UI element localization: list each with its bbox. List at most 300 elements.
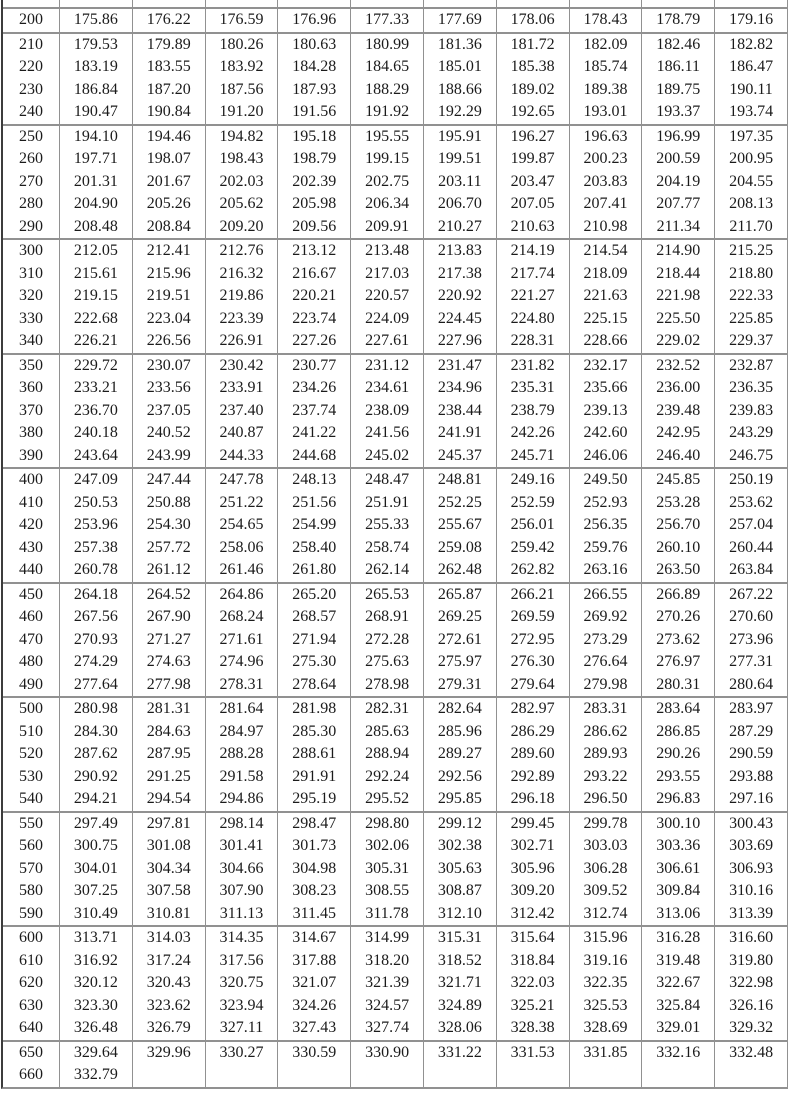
value-cell: 296.50 (570, 788, 643, 811)
row-label: 530 (3, 766, 60, 789)
value-cell: 325.84 (642, 995, 715, 1018)
row-label: 420 (3, 514, 60, 537)
value-cell: 279.31 (424, 674, 497, 697)
value-cell: 190.47 (60, 101, 133, 124)
value-cell: 332.48 (715, 1042, 788, 1065)
value-cell: 223.74 (278, 308, 351, 331)
value-cell: 247.09 (60, 469, 133, 492)
table-group (3, 925, 788, 1040)
row-label: 370 (3, 400, 60, 423)
value-cell: 240.52 (133, 422, 206, 445)
value-cell: 232.17 (570, 355, 643, 378)
value-cell: 179.53 (60, 34, 133, 57)
value-cell: 208.13 (715, 193, 788, 216)
value-cell: 251.56 (278, 492, 351, 515)
value-cell: 212.05 (60, 240, 133, 263)
value-cell: 200.59 (642, 148, 715, 171)
value-cell: 196.27 (497, 126, 570, 149)
value-cell: 185.74 (570, 56, 643, 79)
value-cell: 282.64 (424, 698, 497, 721)
table-row (3, 606, 788, 629)
value-cell: 267.90 (133, 606, 206, 629)
table-row (3, 445, 788, 468)
row-label: 360 (3, 377, 60, 400)
table-row (3, 422, 788, 445)
value-cell: 218.80 (715, 263, 788, 286)
value-cell: 238.09 (351, 400, 424, 423)
value-cell: 182.46 (642, 34, 715, 57)
value-cell: 285.63 (351, 721, 424, 744)
row-label: 550 (3, 813, 60, 836)
value-cell: 308.23 (278, 880, 351, 903)
value-cell: 281.31 (133, 698, 206, 721)
value-cell: 321.39 (351, 972, 424, 995)
value-cell: 264.52 (133, 584, 206, 607)
value-cell: 286.62 (570, 721, 643, 744)
value-cell: 251.22 (206, 492, 279, 515)
value-cell: 234.96 (424, 377, 497, 400)
value-cell: 227.96 (424, 330, 497, 353)
value-cell: 299.12 (424, 813, 497, 836)
value-cell: 207.77 (642, 193, 715, 216)
value-cell: 180.99 (351, 34, 424, 57)
value-cell: 288.28 (206, 743, 279, 766)
value-cell: 319.80 (715, 950, 788, 973)
value-cell: 224.80 (497, 308, 570, 331)
cropped-cell (133, 0, 206, 7)
value-cell: 318.52 (424, 950, 497, 973)
value-cell: 302.71 (497, 835, 570, 858)
value-cell: 305.31 (351, 858, 424, 881)
value-cell: 180.26 (206, 34, 279, 57)
value-cell: 215.96 (133, 263, 206, 286)
value-cell: 278.98 (351, 674, 424, 697)
row-label: 410 (3, 492, 60, 515)
value-cell: 206.34 (351, 193, 424, 216)
value-cell: 299.78 (570, 813, 643, 836)
table-row (3, 835, 788, 858)
value-cell: 268.91 (351, 606, 424, 629)
value-cell: 221.63 (570, 285, 643, 308)
value-cell: 221.27 (497, 285, 570, 308)
value-cell: 182.82 (715, 34, 788, 57)
value-cell: 266.21 (497, 584, 570, 607)
cropped-cell (642, 0, 715, 7)
value-cell: 316.92 (60, 950, 133, 973)
value-cell: 203.83 (570, 171, 643, 194)
value-cell: 207.05 (497, 193, 570, 216)
value-cell: 214.19 (497, 240, 570, 263)
table-group (3, 811, 788, 926)
value-cell: 289.60 (497, 743, 570, 766)
value-cell: 186.84 (60, 79, 133, 102)
value-cell: 235.66 (570, 377, 643, 400)
value-cell: 301.08 (133, 835, 206, 858)
row-label: 450 (3, 584, 60, 607)
value-cell: 313.71 (60, 927, 133, 950)
row-label: 390 (3, 445, 60, 468)
value-cell: 283.31 (570, 698, 643, 721)
value-cell: 244.68 (278, 445, 351, 468)
value-cell: 240.87 (206, 422, 279, 445)
value-cell (642, 1064, 715, 1087)
value-cell: 293.22 (570, 766, 643, 789)
value-cell: 230.77 (278, 355, 351, 378)
table-row (3, 285, 788, 308)
value-cell: 262.14 (351, 559, 424, 582)
table-row (3, 903, 788, 926)
value-cell: 208.84 (133, 216, 206, 239)
value-cell: 314.99 (351, 927, 424, 950)
value-cell: 231.12 (351, 355, 424, 378)
value-cell: 245.37 (424, 445, 497, 468)
value-cell: 268.24 (206, 606, 279, 629)
value-cell: 276.97 (642, 651, 715, 674)
value-cell: 249.16 (497, 469, 570, 492)
row-label: 200 (3, 9, 60, 32)
table-row (3, 972, 788, 995)
value-cell: 183.19 (60, 56, 133, 79)
value-cell: 317.24 (133, 950, 206, 973)
value-cell: 221.98 (642, 285, 715, 308)
value-cell: 255.33 (351, 514, 424, 537)
value-cell: 229.37 (715, 330, 788, 353)
value-cell: 236.35 (715, 377, 788, 400)
value-cell: 250.19 (715, 469, 788, 492)
table-row (3, 330, 788, 353)
table-group (3, 124, 788, 239)
value-cell: 220.57 (351, 285, 424, 308)
value-cell: 307.90 (206, 880, 279, 903)
value-cell: 188.66 (424, 79, 497, 102)
value-cell: 199.51 (424, 148, 497, 171)
row-label: 260 (3, 148, 60, 171)
value-cell: 186.47 (715, 56, 788, 79)
value-cell: 296.18 (497, 788, 570, 811)
value-cell: 228.66 (570, 330, 643, 353)
table-row (3, 492, 788, 515)
value-cell: 267.56 (60, 606, 133, 629)
value-cell: 302.06 (351, 835, 424, 858)
cropped-cell (60, 0, 133, 7)
row-label: 280 (3, 193, 60, 216)
value-cell: 218.44 (642, 263, 715, 286)
value-cell: 212.41 (133, 240, 206, 263)
value-cell: 304.66 (206, 858, 279, 881)
value-cell: 244.33 (206, 445, 279, 468)
table-row (3, 584, 788, 607)
value-cell: 264.18 (60, 584, 133, 607)
value-cell: 217.03 (351, 263, 424, 286)
value-cell: 265.87 (424, 584, 497, 607)
value-cell: 220.21 (278, 285, 351, 308)
value-cell: 241.56 (351, 422, 424, 445)
value-cell: 320.43 (133, 972, 206, 995)
value-cell: 289.93 (570, 743, 643, 766)
value-cell: 184.28 (278, 56, 351, 79)
value-cell: 315.31 (424, 927, 497, 950)
value-cell: 178.79 (642, 9, 715, 32)
value-cell: 294.86 (206, 788, 279, 811)
value-cell: 269.25 (424, 606, 497, 629)
value-cell: 322.98 (715, 972, 788, 995)
value-cell: 300.43 (715, 813, 788, 836)
value-cell: 228.31 (497, 330, 570, 353)
row-label: 240 (3, 101, 60, 124)
cropped-cell (351, 0, 424, 7)
value-cell: 303.03 (570, 835, 643, 858)
table-row (3, 101, 788, 124)
value-cell (570, 1064, 643, 1087)
row-label: 520 (3, 743, 60, 766)
value-cell: 275.30 (278, 651, 351, 674)
row-label: 380 (3, 422, 60, 445)
value-cell: 287.29 (715, 721, 788, 744)
value-cell: 284.97 (206, 721, 279, 744)
value-cell: 238.44 (424, 400, 497, 423)
value-cell: 236.00 (642, 377, 715, 400)
value-cell: 286.85 (642, 721, 715, 744)
value-cell: 238.79 (497, 400, 570, 423)
value-cell: 312.74 (570, 903, 643, 926)
value-cell: 300.10 (642, 813, 715, 836)
value-cell: 177.33 (351, 9, 424, 32)
value-cell: 178.43 (570, 9, 643, 32)
table-row (3, 355, 788, 378)
value-cell: 329.32 (715, 1017, 788, 1040)
value-cell: 323.62 (133, 995, 206, 1018)
value-cell: 245.85 (642, 469, 715, 492)
value-cell: 325.53 (570, 995, 643, 1018)
value-cell: 260.10 (642, 537, 715, 560)
value-cell: 265.53 (351, 584, 424, 607)
value-cell: 317.88 (278, 950, 351, 973)
value-cell: 324.89 (424, 995, 497, 1018)
value-cell: 309.20 (497, 880, 570, 903)
value-cell: 298.14 (206, 813, 279, 836)
value-cell: 294.54 (133, 788, 206, 811)
value-cell: 232.87 (715, 355, 788, 378)
value-cell: 212.76 (206, 240, 279, 263)
value-cell: 227.26 (278, 330, 351, 353)
value-cell: 194.46 (133, 126, 206, 149)
value-cell: 229.02 (642, 330, 715, 353)
value-cell: 309.84 (642, 880, 715, 903)
value-cell: 202.39 (278, 171, 351, 194)
value-cell: 276.64 (570, 651, 643, 674)
value-cell: 271.61 (206, 629, 279, 652)
value-cell: 304.01 (60, 858, 133, 881)
value-cell: 263.84 (715, 559, 788, 582)
value-cell: 282.31 (351, 698, 424, 721)
row-label: 510 (3, 721, 60, 744)
table-row (3, 1042, 788, 1065)
value-cell: 176.59 (206, 9, 279, 32)
row-label: 580 (3, 880, 60, 903)
value-cell: 251.91 (351, 492, 424, 515)
value-cell: 179.89 (133, 34, 206, 57)
value-cell: 210.98 (570, 216, 643, 239)
value-cell: 192.65 (497, 101, 570, 124)
value-cell: 256.35 (570, 514, 643, 537)
value-cell: 217.74 (497, 263, 570, 286)
table-row (3, 743, 788, 766)
row-label: 210 (3, 34, 60, 57)
value-cell: 264.86 (206, 584, 279, 607)
table-row (3, 216, 788, 239)
value-cell: 222.33 (715, 285, 788, 308)
value-cell: 219.86 (206, 285, 279, 308)
table-row (3, 788, 788, 811)
value-cell: 245.71 (497, 445, 570, 468)
value-cell: 190.11 (715, 79, 788, 102)
value-cell: 320.12 (60, 972, 133, 995)
row-label: 230 (3, 79, 60, 102)
value-cell: 197.71 (60, 148, 133, 171)
value-cell: 316.60 (715, 927, 788, 950)
value-cell: 253.28 (642, 492, 715, 515)
value-cell: 210.27 (424, 216, 497, 239)
value-cell: 328.69 (570, 1017, 643, 1040)
table-group (3, 582, 788, 697)
value-cell: 248.81 (424, 469, 497, 492)
value-cell: 313.06 (642, 903, 715, 926)
value-cell: 256.70 (642, 514, 715, 537)
value-cell: 233.56 (133, 377, 206, 400)
value-cell: 308.55 (351, 880, 424, 903)
value-cell: 285.96 (424, 721, 497, 744)
value-cell: 272.61 (424, 629, 497, 652)
value-cell: 233.21 (60, 377, 133, 400)
value-cell: 234.61 (351, 377, 424, 400)
value-cell: 246.75 (715, 445, 788, 468)
value-cell: 241.91 (424, 422, 497, 445)
value-cell: 279.98 (570, 674, 643, 697)
value-cell: 266.55 (570, 584, 643, 607)
value-cell: 319.48 (642, 950, 715, 973)
value-cell: 175.86 (60, 9, 133, 32)
value-cell: 332.79 (60, 1064, 133, 1087)
value-cell: 196.99 (642, 126, 715, 149)
value-cell: 327.74 (351, 1017, 424, 1040)
value-cell: 210.63 (497, 216, 570, 239)
value-cell: 232.52 (642, 355, 715, 378)
value-cell: 324.26 (278, 995, 351, 1018)
value-cell: 195.91 (424, 126, 497, 149)
value-cell: 298.80 (351, 813, 424, 836)
row-label: 610 (3, 950, 60, 973)
value-cell: 287.95 (133, 743, 206, 766)
value-cell: 277.31 (715, 651, 788, 674)
value-cell: 318.84 (497, 950, 570, 973)
value-cell: 220.92 (424, 285, 497, 308)
value-cell: 203.47 (497, 171, 570, 194)
value-cell: 184.65 (351, 56, 424, 79)
value-cell: 283.64 (642, 698, 715, 721)
value-cell: 310.81 (133, 903, 206, 926)
value-cell: 255.67 (424, 514, 497, 537)
value-cell: 229.72 (60, 355, 133, 378)
value-cell: 219.15 (60, 285, 133, 308)
value-cell: 231.47 (424, 355, 497, 378)
value-cell: 216.67 (278, 263, 351, 286)
value-cell: 330.90 (351, 1042, 424, 1065)
value-cell: 284.63 (133, 721, 206, 744)
value-cell: 223.39 (206, 308, 279, 331)
value-cell (133, 1064, 206, 1087)
value-cell: 194.10 (60, 126, 133, 149)
table-row (3, 34, 788, 57)
row-label: 320 (3, 285, 60, 308)
value-cell: 331.53 (497, 1042, 570, 1065)
value-cell: 300.75 (60, 835, 133, 858)
value-cell: 211.34 (642, 216, 715, 239)
value-cell: 188.29 (351, 79, 424, 102)
cropped-row-remnant (3, 0, 788, 7)
value-cell: 329.96 (133, 1042, 206, 1065)
value-cell: 322.67 (642, 972, 715, 995)
value-cell: 318.20 (351, 950, 424, 973)
value-cell: 295.52 (351, 788, 424, 811)
value-cell: 265.20 (278, 584, 351, 607)
value-cell: 268.57 (278, 606, 351, 629)
table-group (3, 32, 788, 124)
value-cell: 260.78 (60, 559, 133, 582)
value-cell: 187.20 (133, 79, 206, 102)
value-cell: 314.67 (278, 927, 351, 950)
value-cell: 308.87 (424, 880, 497, 903)
value-cell: 312.42 (497, 903, 570, 926)
row-label: 460 (3, 606, 60, 629)
value-cell: 253.96 (60, 514, 133, 537)
value-cell: 207.41 (570, 193, 643, 216)
value-cell: 262.48 (424, 559, 497, 582)
value-cell: 281.64 (206, 698, 279, 721)
value-cell: 247.44 (133, 469, 206, 492)
value-cell: 180.63 (278, 34, 351, 57)
table-group (3, 467, 788, 582)
value-cell: 226.21 (60, 330, 133, 353)
value-cell: 259.76 (570, 537, 643, 560)
table-row (3, 79, 788, 102)
value-cell: 322.35 (570, 972, 643, 995)
value-cell: 254.65 (206, 514, 279, 537)
cropped-cell (278, 0, 351, 7)
value-cell: 257.38 (60, 537, 133, 560)
value-cell: 225.15 (570, 308, 643, 331)
table-row (3, 400, 788, 423)
row-label: 570 (3, 858, 60, 881)
row-label: 220 (3, 56, 60, 79)
cropped-cell (715, 0, 788, 7)
value-cell: 314.03 (133, 927, 206, 950)
value-cell: 231.82 (497, 355, 570, 378)
value-cell: 199.15 (351, 148, 424, 171)
value-cell: 256.01 (497, 514, 570, 537)
table-row (3, 1017, 788, 1040)
value-cell: 252.93 (570, 492, 643, 515)
value-cell: 273.62 (642, 629, 715, 652)
value-cell (715, 1064, 788, 1087)
value-cell: 290.92 (60, 766, 133, 789)
value-cell: 266.89 (642, 584, 715, 607)
value-cell: 190.84 (133, 101, 206, 124)
value-cell: 330.27 (206, 1042, 279, 1065)
value-cell: 269.92 (570, 606, 643, 629)
value-cell: 247.78 (206, 469, 279, 492)
value-cell: 187.93 (278, 79, 351, 102)
value-cell: 261.12 (133, 559, 206, 582)
